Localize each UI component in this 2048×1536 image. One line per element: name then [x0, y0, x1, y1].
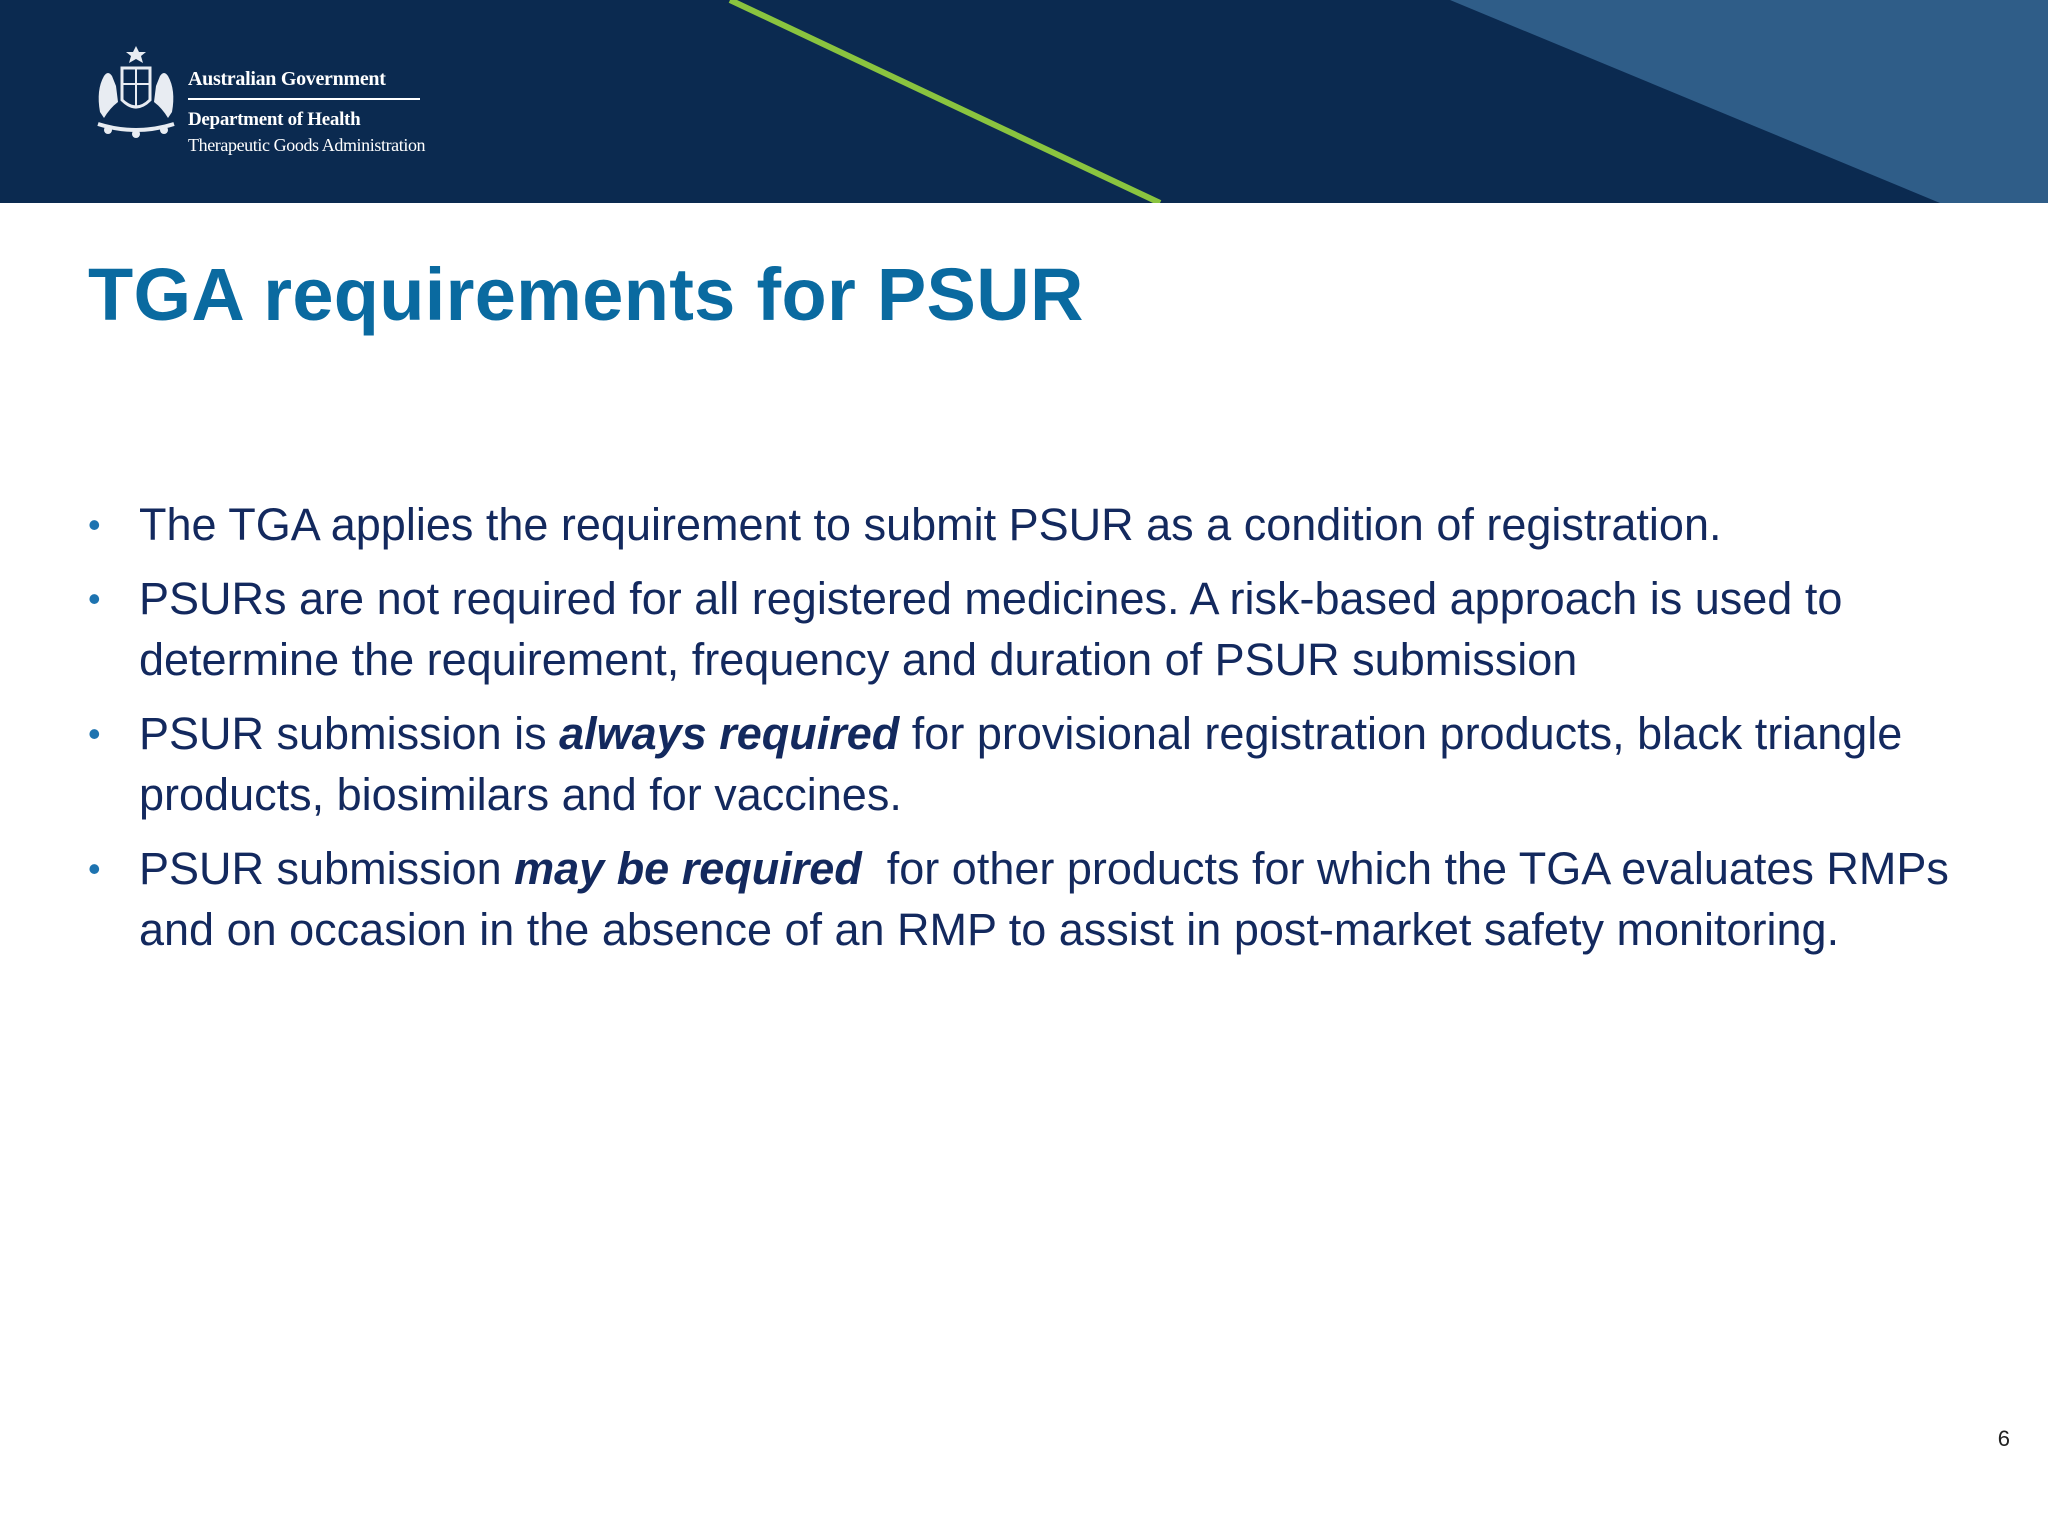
bullet-icon: •: [88, 713, 101, 754]
logo-department-name: Department of Health: [188, 109, 361, 130]
bullet-text-plain: for other products for which the TGA evaluates RMPs and on occasion in the absence of an RMP to assist in post-market safety monitoring.: [139, 843, 1962, 955]
bullet-text-plain: for provisional registration products, black triangle products, biosimilars and for vaccines.: [139, 708, 1903, 820]
logo-text: [188, 66, 508, 158]
bullet-text: [139, 573, 1842, 685]
bullet-item: [88, 703, 1988, 825]
logo-agency-name: Therapeutic Goods Administration: [188, 135, 426, 155]
bullet-text-plain: PSUR submission is: [139, 708, 560, 759]
bullet-emphasis: always required: [559, 708, 900, 759]
bullet-text-plain: PSURs are not required for all registered medicines. A risk-based approach is used to determine the requirement, frequency and duration of PSUR submission: [139, 573, 1843, 685]
bullet-icon: •: [88, 504, 101, 545]
bullet-text: [139, 499, 1721, 550]
bullet-icon: •: [88, 848, 101, 889]
logo-government-name: Australian Government: [188, 68, 386, 90]
bullet-emphasis: may be required: [514, 843, 862, 894]
logo-divider: [188, 98, 420, 100]
bullet-item: [88, 494, 1988, 555]
bullet-item: [88, 838, 1988, 960]
australian-coat-of-arms-icon: [88, 42, 184, 142]
bullet-text: [139, 843, 1961, 955]
government-logo: [88, 42, 448, 162]
bullet-text-plain: PSUR submission: [139, 843, 515, 894]
bullet-icon: •: [88, 578, 101, 619]
bullet-item: [88, 568, 1988, 690]
bullet-text-plain: The TGA applies the requirement to submit PSUR as a condition of registration.: [139, 499, 1722, 550]
bullet-list: [88, 494, 1988, 973]
bullet-text: [139, 708, 1902, 820]
page-number: 6: [1997, 1426, 2010, 1451]
slide-title: TGA requirements for PSUR: [88, 253, 1084, 336]
